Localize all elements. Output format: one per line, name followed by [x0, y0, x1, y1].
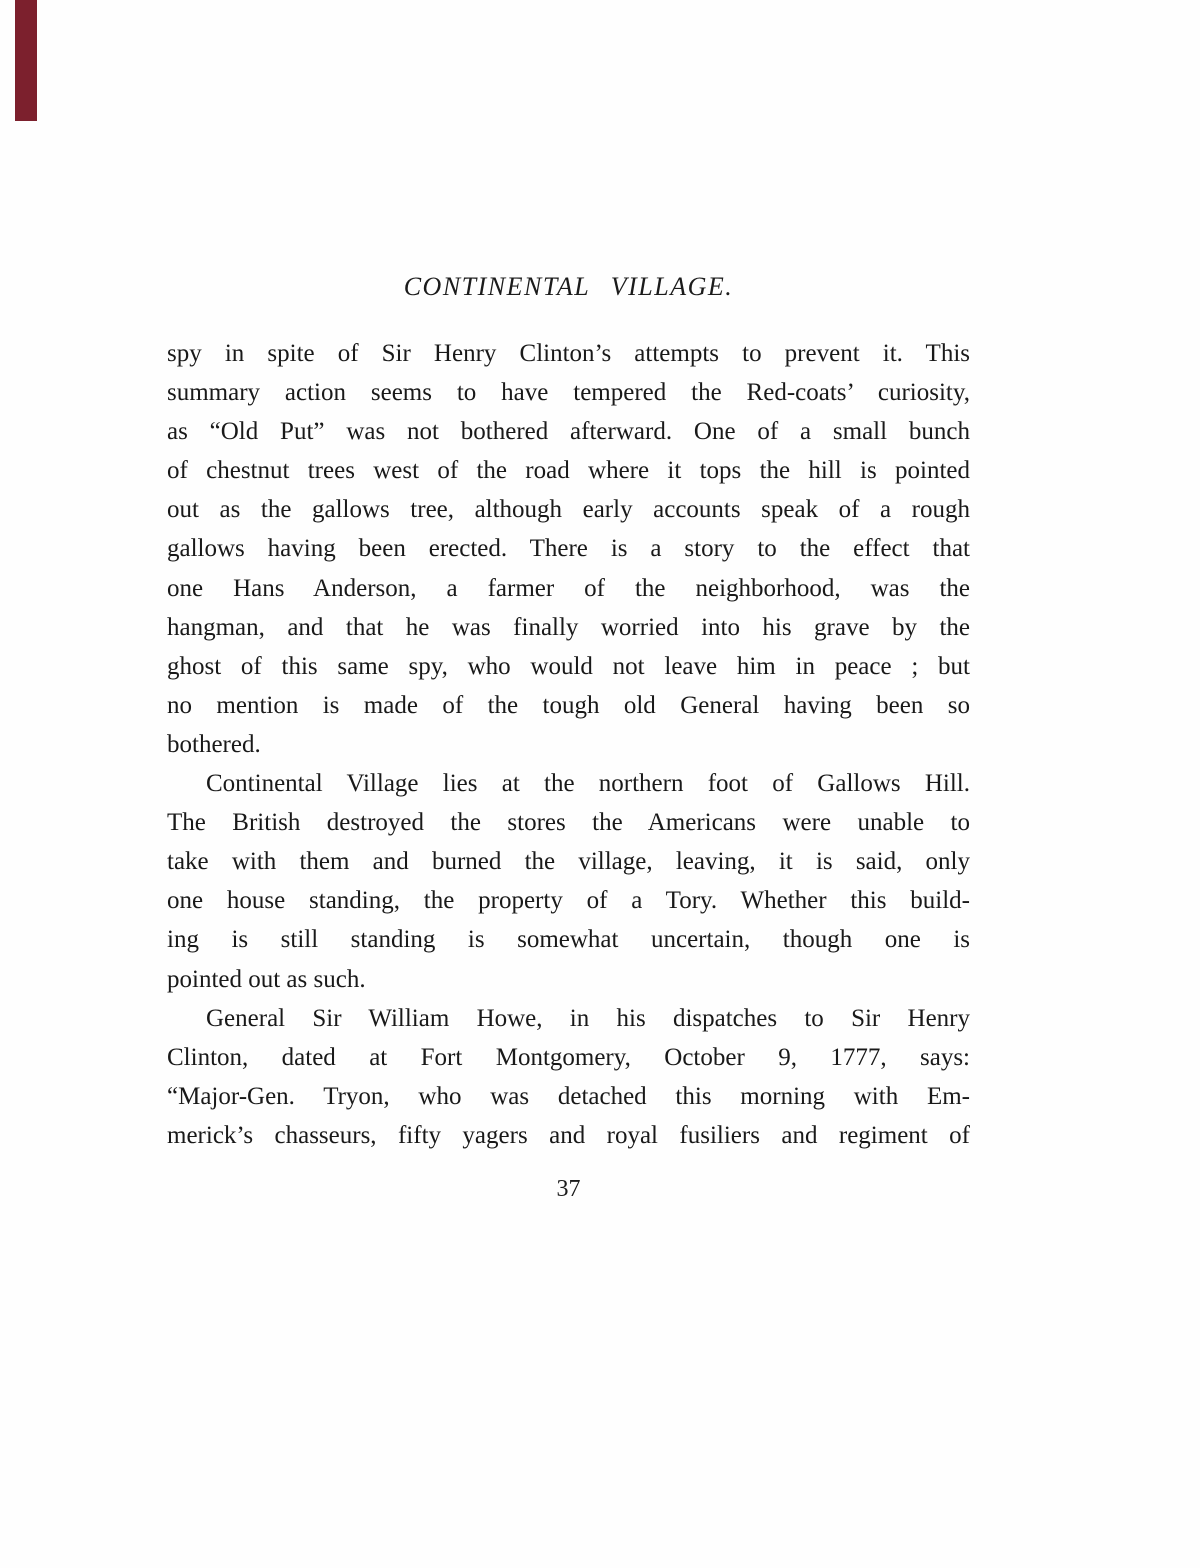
- text-line: of chestnut trees west of the road where it tops the hill is pointed: [167, 457, 970, 485]
- text-line: ing is still standing is somewhat uncertain, though one is: [167, 926, 970, 954]
- page-title: CONTINENTAL VILLAGE.: [403, 272, 734, 301]
- text-line: as “Old Put” was not bothered afterward. One of a small bunch: [167, 418, 970, 446]
- text-line: gallows having been erected. There is a story to the effect that: [167, 535, 970, 563]
- text-line: summary action seems to have tempered the Red-coats’ curiosity,: [167, 379, 970, 407]
- text-line: pointed out as such.: [167, 965, 366, 993]
- text-line: bothered.: [167, 730, 261, 758]
- text-line: ghost of this same spy, who would not leave him in peace ; but: [167, 652, 970, 680]
- text-line: one Hans Anderson, a farmer of the neighborhood, was the: [167, 574, 970, 602]
- text-line: General Sir William Howe, in his dispatches to Sir Henry: [206, 1004, 970, 1032]
- page-number: 37: [556, 1176, 581, 1202]
- text-line: out as the gallows tree, although early accounts speak of a rough: [167, 496, 970, 524]
- text-line: Clinton, dated at Fort Montgomery, October 9, 1777, says:: [167, 1043, 970, 1071]
- text-line: take with them and burned the village, leaving, it is said, only: [167, 848, 970, 876]
- text-line: hangman, and that he was finally worried into his grave by the: [167, 613, 970, 641]
- text-line: merick’s chasseurs, fifty yagers and royal fusiliers and regiment of: [167, 1121, 970, 1149]
- binding-mark: [15, 0, 37, 121]
- text-line: The British destroyed the stores the Americans were unable to: [167, 809, 970, 837]
- text-line: Continental Village lies at the northern foot of Gallows Hill.: [206, 770, 970, 798]
- text-line: no mention is made of the tough old General having been so: [167, 691, 970, 719]
- text-line: spy in spite of Sir Henry Clinton’s attempts to prevent it. This: [167, 340, 970, 367]
- text-line: “Major-Gen. Tryon, who was detached this morning with Em-: [167, 1082, 970, 1110]
- body-text: [167, 334, 970, 1155]
- text-line: one house standing, the property of a Tory. Whether this build-: [167, 887, 970, 915]
